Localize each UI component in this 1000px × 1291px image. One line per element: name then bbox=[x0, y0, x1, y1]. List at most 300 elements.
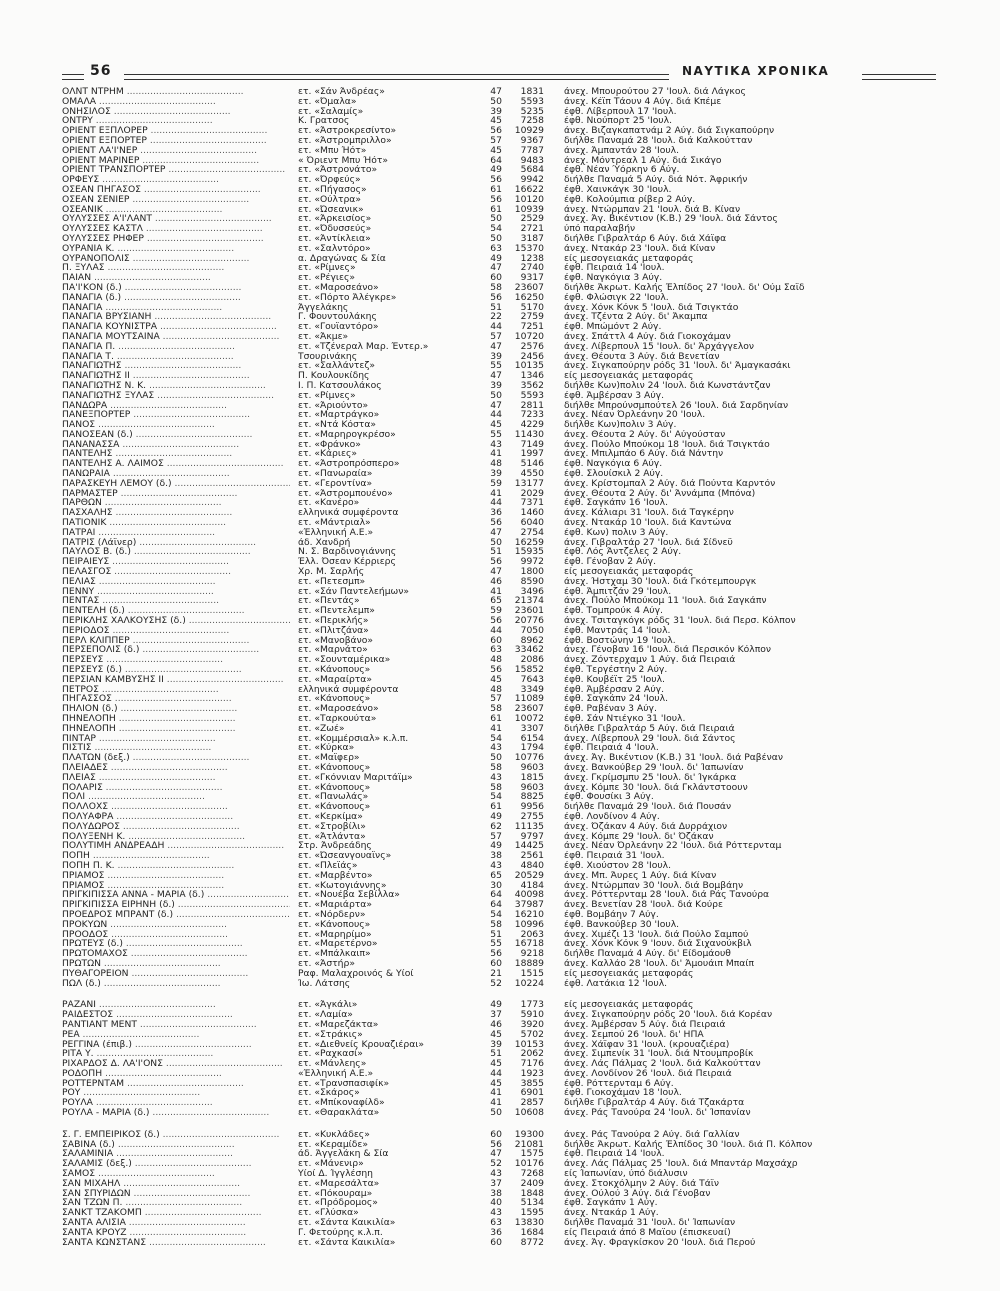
ship-row bbox=[62, 694, 942, 704]
ship-name: Π. ΞΥΛΑΣ ..... bbox=[62, 263, 290, 273]
ship-year: 61 bbox=[490, 204, 502, 215]
ship-status: έφθ. Σαγκάπν 1 Αύγ. bbox=[564, 1198, 658, 1209]
ship-row bbox=[62, 175, 942, 185]
ship-agent: ετ. «Περικλής» bbox=[298, 616, 369, 626]
ship-agent: ετ. «Μαΐφερ» bbox=[298, 753, 360, 763]
ship-agent: ετ. «Ραχκασί» bbox=[298, 1049, 363, 1060]
ship-status: έφθ. Τεργέστην 2 Αύγ. bbox=[564, 665, 668, 675]
ship-agent: ετ. «Σάντα Καικιλία» bbox=[298, 1237, 396, 1248]
ship-row bbox=[62, 371, 942, 381]
ship-year: 45 bbox=[490, 116, 502, 127]
ship-year: 49 bbox=[490, 165, 502, 176]
ship-tonnage: 13177 bbox=[514, 478, 544, 489]
ship-year: 41 bbox=[490, 586, 502, 597]
ship-status: άνεχ. Άγ. Φραγκίσκον 20 'Ιουλ. διά Περού bbox=[564, 1237, 756, 1248]
ship-status: άνεχ. Άμπαντάν 28 'Ιουλ. bbox=[564, 145, 680, 156]
ship-year: 65 bbox=[490, 596, 502, 607]
ship-row bbox=[62, 1088, 942, 1098]
ship-status: άνεχ. Ρόττερνταμ 28 'Ιουλ. διά Ράς Τανούρα bbox=[564, 890, 770, 901]
ship-group bbox=[62, 87, 942, 988]
ship-year: 63 bbox=[490, 243, 502, 254]
ship-name: ΣΑΝΤΑ ΚΩΝΣΤΑΝΣ ..... bbox=[62, 1238, 290, 1248]
ship-row bbox=[62, 1198, 942, 1208]
ship-agent: ετ. «Άστροκρεσίντο» bbox=[298, 126, 397, 136]
ship-row bbox=[62, 479, 942, 489]
ship-tonnage: 3562 bbox=[520, 380, 544, 391]
ship-name: ΡΕΑ ..... bbox=[62, 1030, 290, 1040]
ship-year: 56 bbox=[490, 665, 502, 675]
ship-tonnage: 6040 bbox=[520, 518, 544, 528]
ship-agent: ετ. «Άριούντο» bbox=[298, 400, 369, 411]
ship-agent: Γ. Φετούρης κ.λ.π. bbox=[298, 1227, 383, 1238]
page-number: 56 bbox=[90, 63, 112, 79]
ship-row bbox=[62, 1010, 942, 1020]
ship-status: έφθ. Κολούμπια ρίβερ 2 Αύγ. bbox=[564, 194, 696, 205]
ship-status: διήλθε Παναμά 29 'Ιουλ. διά Πουσάν bbox=[564, 802, 732, 812]
ship-status: έφθ. Βοστώνην 19 'Ιουλ. bbox=[564, 635, 676, 646]
ship-status: είς μεσογειακάς μεταφοράς bbox=[564, 371, 694, 381]
ship-tonnage: 2576 bbox=[520, 341, 544, 352]
ship-status: άνεχ. Μπιλμπάο 6 Αύγ. διά Νάντην bbox=[564, 449, 724, 460]
ship-row bbox=[62, 920, 942, 930]
ship-row bbox=[62, 459, 942, 469]
ship-year: 54 bbox=[490, 224, 502, 234]
ship-year: 50 bbox=[490, 214, 502, 225]
ship-tonnage: 40098 bbox=[514, 890, 544, 901]
ship-agent: ετ. «Φράνκο» bbox=[298, 439, 361, 450]
ship-tonnage: 23601 bbox=[514, 606, 544, 617]
ship-name: ΠΙΣΤΙΣ ..... bbox=[62, 743, 290, 753]
ship-year: 56 bbox=[490, 292, 502, 303]
ship-row bbox=[62, 508, 942, 518]
ship-status: άνεχ. Βανκούβερ 29 'Ιουλ. δι' Ίαπωνίαν bbox=[564, 762, 744, 773]
ship-row bbox=[62, 254, 942, 264]
ship-agent: ετ. «Νουέβα Σεβίλλα» bbox=[298, 890, 400, 901]
ship-tonnage: 1460 bbox=[520, 508, 544, 519]
ship-status: είς μεσογειακάς μεταφοράς bbox=[564, 253, 694, 264]
ship-tonnage: 21374 bbox=[514, 596, 544, 607]
ship-row bbox=[62, 1098, 942, 1108]
ship-agent: Ίω. Λάτσης bbox=[298, 978, 351, 989]
ship-year: 55 bbox=[490, 939, 502, 950]
ship-name: ΠΑΝΑΓΙΑ Π. ..... bbox=[62, 342, 290, 352]
ship-name: ΟΥΡΑΝΟΠΟΛΙΣ ..... bbox=[62, 254, 290, 264]
ship-year: 48 bbox=[490, 684, 502, 695]
journal-title: ΝΑΥΤΙΚΑ ΧΡΟΝΙΚΑ bbox=[682, 64, 830, 78]
ship-agent: ετ. «Γλύσκα» bbox=[298, 1208, 359, 1219]
ship-tonnage: 7268 bbox=[520, 1169, 544, 1179]
ship-tonnage: 8772 bbox=[520, 1237, 544, 1248]
ship-status: έφθ. Χιούστον 28 'Ιουλ. bbox=[564, 860, 671, 871]
ship-name: ΠΡΟΟΔΟΣ ..... bbox=[62, 930, 290, 940]
ship-tonnage: 2759 bbox=[520, 312, 544, 323]
ship-name: ΡΙΤΑ Υ. ..... bbox=[62, 1049, 290, 1059]
ship-name: ΠΡΙΑΜΟΣ ..... bbox=[62, 871, 290, 881]
ship-status: άνεχ. Ντώρμπαν 21 'Ιουλ. διά Β. Κίναν bbox=[564, 204, 741, 215]
ship-year: 49 bbox=[490, 253, 502, 264]
ship-status: έφθ. Λατάκια 12 'Ιουλ. bbox=[564, 978, 668, 989]
ship-agent: ελληνικά συμφέροντα bbox=[298, 508, 399, 519]
ship-status: διήλθε Γιβραλτάρ 5 Αύγ. διά Πειραιά bbox=[564, 723, 735, 734]
ship-row bbox=[62, 1189, 942, 1199]
ship-year: 61 bbox=[490, 184, 502, 195]
ship-row bbox=[62, 381, 942, 391]
ship-name: ΣΑΝΤΑ ΑΛΙΣΙΑ ..... bbox=[62, 1218, 290, 1228]
ship-tonnage: 2029 bbox=[520, 488, 544, 499]
ship-status: έφθ. Γιοκοχάμαν 18 'Ιουλ. bbox=[564, 1088, 682, 1099]
ship-status: άνεχ. Σιγκαπούρην ρόδς 20 'Ιουλ. διά Κορέαν bbox=[564, 1010, 773, 1020]
ship-tonnage: 5593 bbox=[520, 96, 544, 107]
ship-year: 47 bbox=[490, 263, 502, 274]
ship-year: 58 bbox=[490, 919, 502, 930]
ship-name: ΠΑΝΑΓΙΑ Τ. ..... bbox=[62, 352, 290, 362]
ship-tonnage: 10072 bbox=[514, 714, 544, 724]
ship-name: ΠΑΝΑΓΙΑ (δ.) ..... bbox=[62, 293, 290, 303]
ship-status: έφθ. Ραβέναν 3 Αύγ. bbox=[564, 704, 657, 714]
ship-tonnage: 6901 bbox=[520, 1088, 544, 1099]
ship-row bbox=[62, 410, 942, 420]
ship-row bbox=[62, 401, 942, 411]
ship-name: ΠΑΝΕΞΠΟΡΤΕΡ ..... bbox=[62, 410, 290, 420]
ship-status: άνεχ. Ήστχαμ 30 'Ιουλ. διά Γκότεμπουργκ bbox=[564, 576, 757, 587]
ship-agent: ετ. «Μπίκοναφίλδ» bbox=[298, 1098, 385, 1109]
ship-tonnage: 1923 bbox=[520, 1068, 544, 1079]
ship-name: ΠΗΛΙΟΝ (δ.) ..... bbox=[62, 704, 290, 714]
ship-row bbox=[62, 841, 942, 851]
ship-group bbox=[62, 1000, 942, 1118]
ship-name: ΠΟΛΑΡΙΣ ..... bbox=[62, 783, 290, 793]
ship-status: άνεχ. Θέουτα 3 Αύγ. διά Βενετίαν bbox=[564, 351, 720, 362]
ship-status: άνεχ. Γκρίμσμπυ 25 'Ιουλ. δι' Ίγκάρκα bbox=[564, 772, 737, 783]
ship-row bbox=[62, 1149, 942, 1159]
ship-agent: ετ. «Σάν Άνδρέας» bbox=[298, 87, 385, 97]
ship-agent: ετ. «Σάντα Καικιλία» bbox=[298, 1218, 396, 1228]
ship-year: 64 bbox=[490, 900, 502, 910]
ship-row bbox=[62, 136, 942, 146]
ship-year: 46 bbox=[490, 576, 502, 587]
ship-status: άνεχ. Χάϊφαν 31 'Ιουλ. (κρουαζιέρα) bbox=[564, 1039, 730, 1050]
ship-tonnage: 10776 bbox=[514, 753, 544, 763]
ship-agent: ελληνικά συμφέροντα bbox=[298, 684, 399, 695]
ship-year: 55 bbox=[490, 361, 502, 372]
ship-row bbox=[62, 1079, 942, 1089]
ship-tonnage: 1346 bbox=[520, 371, 544, 381]
ship-agent: ετ. «Σουνταμέρικα» bbox=[298, 655, 391, 666]
ship-status: άνεχ. Γιβραλτάρ 27 'Ιουλ. διά Σίδνεϋ bbox=[564, 537, 733, 548]
ship-year: 40 bbox=[490, 1198, 502, 1209]
ship-agent: Υίοί Δ. Ίγγλέσηη bbox=[298, 1169, 373, 1179]
ship-status: άνεχ. Μόντρεαλ 1 Αύγ. διά Σικάγο bbox=[564, 155, 722, 166]
ship-agent: ετ. «Πόρτο Άλέγκρε» bbox=[298, 292, 397, 303]
ship-status: άνεχ. Λάς Πάλμας 25 'Ιουλ. διά Μπαντάρ Μαχσάχρ bbox=[564, 1159, 798, 1170]
ship-name: ΠΑΝΑΓΙΑ ..... bbox=[62, 303, 290, 313]
ship-agent: ετ. «Μάνλεης» bbox=[298, 1059, 367, 1069]
ship-name: ΟΣΕΑΝ ΣΕΝΙΕΡ ..... bbox=[62, 195, 290, 205]
ship-status: έφθ. Άμβέρσαν 3 Αύγ. bbox=[564, 390, 665, 401]
ship-year: 22 bbox=[490, 312, 502, 323]
ship-row bbox=[62, 930, 942, 940]
ship-tonnage: 3187 bbox=[520, 233, 544, 244]
ship-status: άνεχ. Ράς Τανούρα 24 'Ιουλ. δι' Ίσπανίαν bbox=[564, 1108, 751, 1118]
ship-year: 39 bbox=[490, 380, 502, 391]
ship-year: 38 bbox=[490, 1188, 502, 1199]
ship-row bbox=[62, 626, 942, 636]
ship-year: 64 bbox=[490, 155, 502, 166]
ship-status: έφθ. Σλουίσκιλ 2 Αύγ. bbox=[564, 469, 664, 479]
ship-agent: ετ. «Σάν Παντελεήμων» bbox=[298, 586, 409, 597]
ship-name: ΣΑΝ ΤΖΩΝ Π. ..... bbox=[62, 1198, 290, 1208]
ship-name: ΣΑΒΙΝΑ (δ.) ..... bbox=[62, 1140, 290, 1150]
ship-status: άνεχ. Σπάττλ 4 Αύγ. διά Γιοκοχάμαν bbox=[564, 331, 731, 342]
ship-status: είς Πειραιά άπό 8 Μαΐου (έπισκευαί) bbox=[564, 1227, 731, 1238]
ship-status: άνεχ. Κόμπε 29 'Ιουλ. δι' Όζάκαν bbox=[564, 831, 714, 842]
ship-year: 61 bbox=[490, 802, 502, 812]
ship-tonnage: 20529 bbox=[514, 870, 544, 881]
ship-name: ΠΡΙΑΜΟΣ ..... bbox=[62, 881, 290, 891]
ship-status: άνεχ. Όζάκαν 4 Αύγ. διά Δυρράχιον bbox=[564, 821, 728, 832]
ship-agent: ετ. «Άστροπρόσπερο» bbox=[298, 459, 400, 470]
ship-name: ΟΛΝΤ ΝΤΡΗΜ ..... bbox=[62, 87, 290, 97]
ship-tonnage: 2811 bbox=[520, 400, 544, 411]
ship-tonnage: 2755 bbox=[520, 811, 544, 822]
ship-tonnage: 2086 bbox=[520, 655, 544, 666]
ship-tonnage: 5684 bbox=[520, 165, 544, 176]
ship-name: ΠΑΝΑΓΙΩΤΗΣ Ν. Κ. ..... bbox=[62, 381, 290, 391]
ship-name: ΠΑΝΑΓΙΑ ΒΡΥΣΙΑΝΗ ..... bbox=[62, 312, 290, 322]
ship-year: 58 bbox=[490, 782, 502, 793]
ship-tonnage: 9218 bbox=[520, 949, 544, 959]
ship-agent: ετ. «Σκάρος» bbox=[298, 1088, 360, 1099]
ship-year: 48 bbox=[490, 459, 502, 470]
ship-name: ΠΑΤΡΑΙ ..... bbox=[62, 528, 290, 538]
ship-tonnage: 3920 bbox=[520, 1019, 544, 1030]
ship-row bbox=[62, 87, 942, 97]
ship-tonnage: 20776 bbox=[514, 616, 544, 626]
ship-year: 21 bbox=[490, 968, 502, 979]
ship-year: 54 bbox=[490, 792, 502, 803]
ship-tonnage: 7251 bbox=[520, 322, 544, 332]
ship-name: ΠΑΝΟΣ ..... bbox=[62, 420, 290, 430]
ship-year: 45 bbox=[490, 674, 502, 685]
ship-row bbox=[62, 655, 942, 665]
ship-status: έφθ. Σαγκάπν 24 'Ιουλ. bbox=[564, 694, 668, 705]
ship-row bbox=[62, 332, 942, 342]
ship-year: 51 bbox=[490, 302, 502, 313]
ship-year: 50 bbox=[490, 96, 502, 107]
ship-name: ΡΟΔΟΠΗ ..... bbox=[62, 1069, 290, 1079]
ship-agent: «Έλληνική Α.Ε.» bbox=[298, 527, 374, 538]
ship-row bbox=[62, 107, 942, 117]
ship-status: έφθ. Σάν Ντιέγκο 31 'Ιουλ. bbox=[564, 714, 686, 724]
ship-tonnage: 7643 bbox=[520, 674, 544, 685]
ship-status: είς Ίαπωνίαν, ύπό διάλυσιν bbox=[564, 1169, 688, 1179]
ship-year: 52 bbox=[490, 1159, 502, 1170]
ship-agent: ετ. «Ζωέ» bbox=[298, 723, 345, 734]
ship-year: 39 bbox=[490, 106, 502, 117]
ship-tonnage: 37987 bbox=[514, 900, 544, 910]
ship-tonnage: 5235 bbox=[520, 106, 544, 117]
ship-year: 39 bbox=[490, 469, 502, 479]
ship-agent: ετ. «Μαροσεάνο» bbox=[298, 704, 379, 714]
ship-year: 48 bbox=[490, 655, 502, 666]
ship-status: έφθ. Λίβερπουλ 17 'Ιουλ. bbox=[564, 106, 677, 117]
ship-name: ΠΟΠΗ ..... bbox=[62, 851, 290, 861]
ship-agent: ετ. «Κάνοπους» bbox=[298, 694, 371, 705]
ship-agent: Στρ. Άνδρεάδης bbox=[298, 841, 372, 852]
ship-status: άνεχ. Ντακάρ 23 'Ιουλ. διά Κίναν bbox=[564, 243, 716, 254]
ship-tonnage: 1575 bbox=[520, 1149, 544, 1160]
ship-agent: ετ. «Άκμε» bbox=[298, 331, 349, 342]
ship-year: 60 bbox=[490, 1237, 502, 1248]
ship-year: 60 bbox=[490, 635, 502, 646]
ship-name: ΠΡΙΓΚΙΠΙΣΣΑ ΑΝΝΑ - ΜΑΡΙΑ (δ.) ..... bbox=[62, 890, 290, 900]
ship-name: ΠΛΕΙΑΔΕΣ ..... bbox=[62, 763, 290, 773]
ship-agent: ετ. «Κάνοπους» bbox=[298, 919, 371, 930]
ship-movements-list bbox=[62, 87, 942, 1247]
ship-tonnage: 4550 bbox=[520, 469, 544, 479]
ship-year: 39 bbox=[490, 351, 502, 362]
ship-year: 47 bbox=[490, 400, 502, 411]
ship-status: άνεχ. Ζόντερχαμν 1 Αύγ. διά Πειραιά bbox=[564, 655, 736, 666]
ship-year: 41 bbox=[490, 1088, 502, 1099]
ship-row bbox=[62, 1020, 942, 1030]
ship-year: 50 bbox=[490, 1108, 502, 1118]
ship-year: 50 bbox=[490, 537, 502, 548]
ship-name: ΠΡΩΤΕΥΣ (δ.) ..... bbox=[62, 939, 290, 949]
ship-status: άνεχ. Κέϊπ Τάουν 4 Αύγ. διά Κπέμε bbox=[564, 96, 722, 107]
ship-row bbox=[62, 234, 942, 244]
ship-agent: Έλλ. Όσεαν Κέρριερς bbox=[298, 557, 396, 568]
ship-name: ΠΗΝΕΛΟΠΗ ..... bbox=[62, 714, 290, 724]
ship-agent: ετ. «Άντίκλεια» bbox=[298, 233, 371, 244]
ship-status: άνεχ. Ντώρμπαν 30 'Ιουλ. διά Βομβάην bbox=[564, 880, 744, 891]
ship-agent: Ν. Σ. Βαρδινογιάννης bbox=[298, 547, 397, 558]
ship-name: ΟΥΛΥΣΣΕΣ ΚΑΣΤΛ ..... bbox=[62, 224, 290, 234]
ship-status: διήλθε Παναμά 28 'Ιουλ. διά Καλκούτταν bbox=[564, 135, 753, 146]
ship-tonnage: 10153 bbox=[514, 1039, 544, 1050]
ship-row bbox=[62, 636, 942, 646]
ship-tonnage: 1773 bbox=[520, 1000, 544, 1011]
ship-name: ΠΑΝΑΝΑΣΣΑ ..... bbox=[62, 440, 290, 450]
ship-name: ΠΕΡΣΙΑΝ ΚΑΜΒΥΣΗΣ ΙΙ ..... bbox=[62, 675, 290, 685]
ship-year: 47 bbox=[490, 341, 502, 352]
ship-row bbox=[62, 489, 942, 499]
ship-row bbox=[62, 596, 942, 606]
ship-tonnage: 4840 bbox=[520, 860, 544, 871]
ship-group bbox=[62, 1130, 942, 1248]
ship-row bbox=[62, 97, 942, 107]
ship-agent: ετ. «Όμαλα» bbox=[298, 96, 357, 107]
ship-row bbox=[62, 430, 942, 440]
ship-status: άνεχ. Στοκχόλμην 2 Αύγ. διά Τάϊν bbox=[564, 1178, 720, 1189]
ship-year: 54 bbox=[490, 733, 502, 744]
ship-tonnage: 5702 bbox=[520, 1029, 544, 1040]
ship-agent: ετ. «Πρόδρομος» bbox=[298, 1198, 378, 1209]
ship-year: 41 bbox=[490, 1098, 502, 1109]
ship-tonnage: 1515 bbox=[520, 968, 544, 979]
ship-year: 59 bbox=[490, 606, 502, 617]
ship-agent: ετ. «Μαρνάτο» bbox=[298, 645, 368, 656]
ship-status: άνεχ. Ντακάρ 10 'Ιουλ. διά Καντώνα bbox=[564, 518, 732, 528]
ship-tonnage: 1848 bbox=[520, 1188, 544, 1199]
ship-tonnage: 2063 bbox=[520, 929, 544, 940]
ship-year: 43 bbox=[490, 743, 502, 754]
ship-name: ΠΕΤΡΟΣ ..... bbox=[62, 685, 290, 695]
ship-row bbox=[62, 1179, 942, 1189]
ship-agent: ετ. «Κυκλάδες» bbox=[298, 1129, 370, 1140]
ship-year: 30 bbox=[490, 880, 502, 891]
ship-row bbox=[62, 205, 942, 215]
ship-status: διήλθε Κων)πολιν 24 'Ιουλ. διά Κωνστάντζαν bbox=[564, 380, 771, 391]
ship-row bbox=[62, 861, 942, 871]
ship-year: 60 bbox=[490, 958, 502, 969]
ship-name: ΠΟΛΥΤΙΜΗ ΑΝΔΡΕΑΔΗ ..... bbox=[62, 841, 290, 851]
ship-agent: ετ. «Πήγασος» bbox=[298, 184, 367, 195]
ship-row bbox=[62, 871, 942, 881]
ship-name: ΣΑΛΑΜΙΣ (δεξ.) ..... bbox=[62, 1159, 290, 1169]
ship-row bbox=[62, 851, 942, 861]
ship-agent: ετ. «Ταρκουύτα» bbox=[298, 714, 377, 724]
ship-tonnage: 23607 bbox=[514, 282, 544, 293]
ship-year: 57 bbox=[490, 135, 502, 146]
ship-row bbox=[62, 734, 942, 744]
ship-status: διήλθε Άκρωτ. Καλής Έλπίδος 30 'Ιουλ. διά Π. Κόλπον bbox=[564, 1139, 813, 1150]
ship-row bbox=[62, 156, 942, 166]
ship-year: 51 bbox=[490, 547, 502, 558]
ship-name: ΡΟΥΛΑ - ΜΑΡΙΑ (δ.) ..... bbox=[62, 1108, 290, 1118]
ship-year: 36 bbox=[490, 1227, 502, 1238]
ship-status: άνεχ. Σιμπενίκ 31 'Ιουλ. διά Ντουμπροβίκ bbox=[564, 1049, 754, 1060]
ship-tonnage: 10608 bbox=[514, 1108, 544, 1118]
ship-agent: ετ. «Κεραμίδε» bbox=[298, 1139, 369, 1150]
ship-year: 44 bbox=[490, 322, 502, 332]
ship-name: ΟΡΙΕΝΤ ΛΑ'Ι'ΝΕΡ ..... bbox=[62, 146, 290, 156]
ship-row bbox=[62, 753, 942, 763]
ship-name: ΠΡΟΚΥΩΝ ..... bbox=[62, 920, 290, 930]
ship-row bbox=[62, 469, 942, 479]
ship-tonnage: 21081 bbox=[514, 1139, 544, 1150]
ship-row bbox=[62, 283, 942, 293]
ship-agent: ετ. «Ρίμνες» bbox=[298, 263, 356, 274]
ship-agent: ετ. «Άστρομπριλλο» bbox=[298, 135, 392, 146]
ship-row bbox=[62, 939, 942, 949]
ship-agent: ετ. «Γκόννιαν Μαριτάϊμ» bbox=[298, 772, 413, 783]
ship-name: ΟΡΙΕΝΤ ΤΡΑΝΣΠΟΡΤΕΡ ..... bbox=[62, 165, 290, 175]
ship-year: 47 bbox=[490, 527, 502, 538]
ship-agent: ετ. «Μπυ Ήότ» bbox=[298, 145, 367, 156]
ship-row bbox=[62, 1069, 942, 1079]
ship-agent: ετ. «Κερκίμα» bbox=[298, 811, 363, 822]
ship-row bbox=[62, 1208, 942, 1218]
ship-name: ΠΟΛΥΑΦΡΑ ..... bbox=[62, 812, 290, 822]
ship-row bbox=[62, 214, 942, 224]
ship-year: 58 bbox=[490, 762, 502, 773]
ship-tonnage: 10120 bbox=[514, 194, 544, 205]
ship-year: 50 bbox=[490, 233, 502, 244]
ship-row bbox=[62, 1059, 942, 1069]
ship-year: 50 bbox=[490, 390, 502, 401]
ship-row bbox=[62, 675, 942, 685]
ship-row bbox=[62, 165, 942, 175]
ship-tonnage: 2062 bbox=[520, 1049, 544, 1060]
ship-row bbox=[62, 538, 942, 548]
ship-row bbox=[62, 743, 942, 753]
ship-agent: ετ. «Κάνοπους» bbox=[298, 782, 371, 793]
ship-status: έφθ. Πειραιά 14 'Ιουλ. bbox=[564, 263, 665, 274]
ship-name: ΣΑΝΚΤ ΤΖΑΚΟΜΠ ..... bbox=[62, 1208, 290, 1218]
ship-agent: ετ. «Μάντριαλ» bbox=[298, 518, 371, 528]
ship-name: ΠΟΛΥΔΩΡΟΣ ..... bbox=[62, 822, 290, 832]
